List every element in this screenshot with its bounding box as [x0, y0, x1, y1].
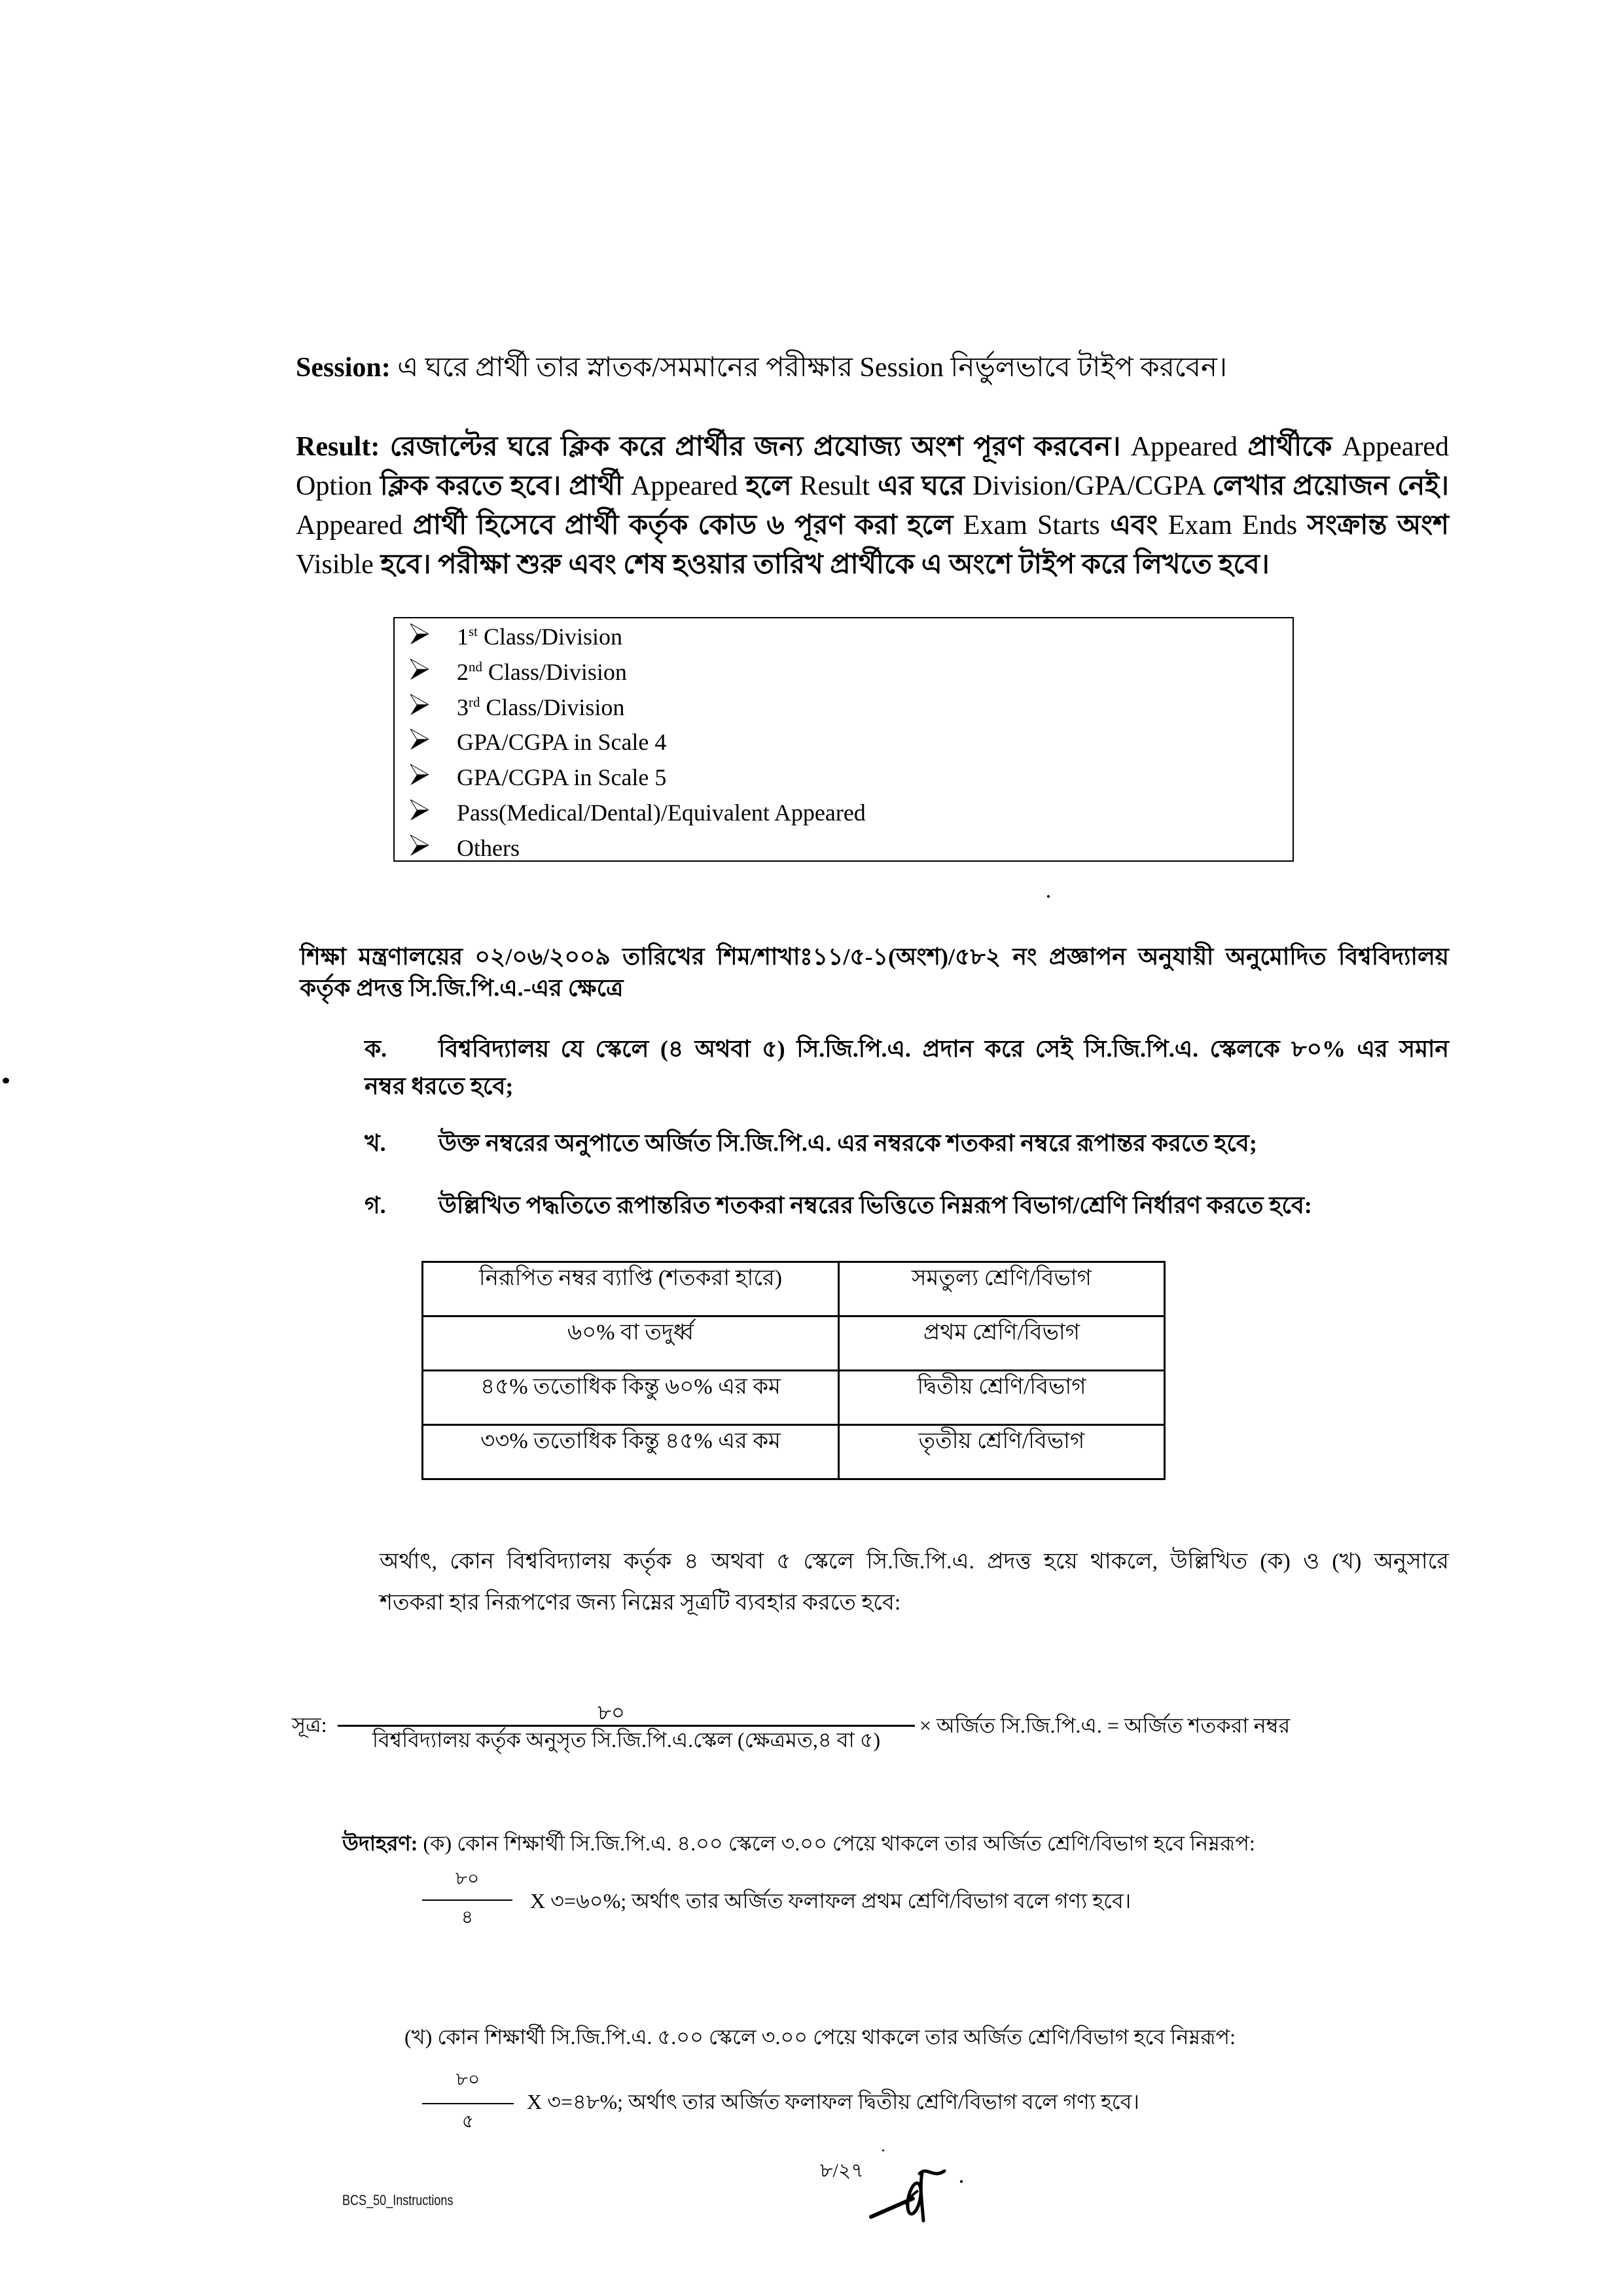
option-text: Class/Division	[486, 694, 625, 720]
result-text-segment: হলে	[745, 471, 792, 501]
example-label: উদাহরণ:	[342, 1831, 418, 1855]
result-text-segment: প্রার্থীকে	[1247, 432, 1332, 462]
formula-label: সূত্র:	[292, 1713, 327, 1737]
table-cell-range: ৬০% বা তদুর্ধ্ব	[423, 1316, 839, 1371]
arrowhead-bullet-icon	[410, 659, 429, 680]
example-result: X ৩=৪৮%; অর্থাৎ তার অর্জিত ফলাফল দ্বিতীয় শ্রেণি/বিভাগ বলে গণ্য হবে।	[527, 2090, 1139, 2113]
result-option-label: Pass(Medical/Dental)/Equivalent Appeared	[457, 800, 866, 826]
table-cell-class: দ্বিতীয় শ্রেণি/বিভাগ	[839, 1371, 1165, 1425]
example-fraction	[422, 1869, 512, 1928]
result-text-segment: Appeared	[1130, 432, 1238, 462]
result-text-segment: হবে। পরীক্ষা শুরু এবং শেষ হওয়ার তারিখ প্রার্থীকে এ অংশে টাইপ করে লিখতে হবে।	[380, 550, 1270, 580]
grade-equivalence-table	[421, 1261, 1166, 1480]
result-text-segment: এবং	[1110, 510, 1158, 540]
scan-speck	[882, 2149, 884, 2151]
result-text-segment: Exam Ends	[1168, 510, 1298, 540]
example-denominator: ৪	[461, 1907, 474, 1928]
result-line-1	[296, 433, 1449, 461]
result-option-label	[457, 625, 622, 648]
result-option-label: GPA/CGPA in Scale 5	[457, 764, 667, 790]
example-intro-text: (খ) কোন শিক্ষার্থী সি.জি.পি.এ. ৫.০০ স্কেলে ৩.০০ পেয়ে থাকলে তার অর্জিত শ্রেণি/বিভাগ হবে নিম্নরূপ:	[404, 2025, 1236, 2049]
session-instruction	[296, 354, 1227, 381]
example-numerator: ৮০	[455, 2070, 480, 2090]
rule-text: উল্লিখিত পদ্ধতিতে রূপান্তরিত শতকরা নম্বরের ভিত্তিতে নিম্নরূপ বিভাগ/শ্রেণি নির্ধারণ করতে হবে:	[438, 1192, 1312, 1218]
signature-icon	[867, 2164, 959, 2223]
page-number: ৮/২৭	[820, 2160, 864, 2181]
table-header-cell: নিরূপিত নম্বর ব্যাপ্তি (শতকরা হারে)	[423, 1262, 839, 1316]
example-result: X ৩=৬০%; অর্থাৎ তার অর্জিত ফলাফল প্রথম শ্রেণি/বিভাগ বলে গণ্য হবে।	[530, 1889, 1132, 1913]
result-text-segment: Result	[799, 471, 870, 501]
example-fraction	[422, 2070, 514, 2132]
fraction-bar	[422, 2103, 514, 2104]
result-text-segment: Appeared	[296, 510, 403, 540]
rule-marker: গ.	[365, 1192, 386, 1218]
result-line-4	[296, 551, 1270, 578]
arrowhead-bullet-icon	[410, 764, 429, 785]
option-ordinal-suffix: nd	[469, 659, 482, 675]
result-text-segment: সংক্রান্ত অংশ	[1307, 510, 1450, 540]
result-text-segment: এর ঘরে	[877, 471, 965, 501]
result-option-label: GPA/CGPA in Scale 4	[457, 729, 667, 755]
example-intro-text: (ক) কোন শিক্ষার্থী সি.জি.পি.এ. ৪.০০ স্কেলে ৩.০০ পেয়ে থাকলে তার অর্জিত শ্রেণি/বিভাগ হবে নিম্নরূপ:	[423, 1831, 1255, 1855]
option-ordinal-suffix: st	[469, 624, 478, 640]
table-header-cell: সমতুল্য শ্রেণি/বিভাগ	[839, 1262, 1165, 1316]
table-cell-class: তৃতীয় শ্রেণি/বিভাগ	[839, 1425, 1165, 1479]
scan-speck	[1047, 895, 1050, 898]
result-text-segment: প্রার্থী হিসেবে প্রার্থী কর্তৃক কোড ৬ পূরণ করা হলে	[412, 510, 954, 540]
option-ordinal-number: 2	[457, 659, 469, 685]
formula-numerator: ৮০	[597, 1701, 625, 1724]
example-numerator: ৮০	[455, 1869, 480, 1889]
arrowhead-bullet-icon	[410, 694, 429, 715]
rule-text: নম্বর ধরতে হবে;	[365, 1073, 514, 1099]
formula-denominator: বিশ্ববিদ্যালয় কর্তৃক অনুসৃত সি.জি.পি.এ.স্কেল (ক্ষেত্রমত,৪ বা ৫)	[372, 1728, 881, 1752]
option-ordinal-number: 1	[457, 624, 469, 650]
result-line-3	[296, 512, 1449, 539]
result-line-2	[296, 472, 1449, 500]
session-label: Session:	[296, 353, 391, 383]
option-text: Class/Division	[488, 659, 627, 685]
result-option-label	[457, 660, 627, 684]
result-text-segment: Option	[296, 471, 372, 501]
option-ordinal-number: 3	[457, 694, 469, 720]
explanation-line: অর্থাৎ, কোন বিশ্ববিদ্যালয় কর্তৃক ৪ অথবা ৫ স্কেলে সি.জি.পি.এ. প্রদত্ত হয়ে থাকলে, উল্লিখিত (ক) ও (খ) অনুসারে	[380, 1549, 1449, 1574]
result-options-box	[393, 617, 1294, 862]
result-text-segment: রেজাল্টের ঘরে ক্লিক করে প্রার্থীর জন্য প্রযোজ্য অংশ পূরণ করবেন।	[389, 432, 1121, 462]
result-text-segment: ক্লিক করতে হবে। প্রার্থী	[380, 471, 623, 501]
rule-marker: খ.	[365, 1130, 386, 1156]
table-cell-range: ৪৫% ততোধিক কিন্তু ৬০% এর কম	[423, 1371, 839, 1425]
option-text: Class/Division	[483, 624, 622, 650]
result-option-label: Others	[457, 835, 520, 861]
table-row	[423, 1371, 1165, 1425]
cgpa-notice-heading-line: শিক্ষা মন্ত্রণালয়ের ০২/০৬/২০০৯ তারিখের শিম/শাখাঃ১১/৫-১(অংশ)/৫৮২ নং প্রজ্ঞাপন অনুযায়ী অনুমোদিত বিশ্ববিদ্যালয়	[300, 944, 1449, 970]
explanation-line: শতকরা হার নিরূপণের জন্য নিম্নের সূত্রটি ব্যবহার করতে হবে:	[380, 1591, 901, 1615]
arrowhead-bullet-icon	[410, 835, 429, 856]
result-text-segment: লেখার প্রয়োজন নেই।	[1212, 471, 1450, 501]
arrowhead-bullet-icon	[410, 729, 429, 750]
example-intro	[342, 1833, 1255, 1854]
result-text-segment: Appeared	[1342, 432, 1450, 462]
result-text-segment: Visible	[296, 550, 374, 580]
result-option-label	[457, 696, 624, 719]
fraction-bar	[422, 1899, 512, 1901]
rule-text: বিশ্ববিদ্যালয় যে স্কেলে (৪ অথবা ৫) সি.জি.পি.এ. প্রদান করে সেই সি.জি.পি.এ. স্কেলকে ৮০% এর সমান	[438, 1036, 1449, 1062]
document-label: BCS_50_Instructions	[342, 2192, 454, 2208]
table-cell-range: ৩৩% ততোধিক কিন্তু ৪৫% এর কম	[423, 1425, 839, 1479]
arrowhead-bullet-icon	[410, 800, 429, 821]
session-text: এ ঘরে প্রার্থী তার স্নাতক/সমমানের পরীক্ষার Session নির্ভুলভাবে টাইপ করবেন।	[397, 353, 1228, 383]
table-cell-class: প্রথম শ্রেণি/বিভাগ	[839, 1316, 1165, 1371]
result-text-segment: Appeared	[631, 471, 738, 501]
result-label: Result:	[296, 432, 380, 462]
table-header-row	[423, 1262, 1165, 1316]
scan-speck	[3, 1078, 9, 1084]
rule-text: উক্ত নম্বরের অনুপাতে অর্জিত সি.জি.পি.এ. এর নম্বরকে শতকরা নম্বরে রূপান্তর করতে হবে;	[438, 1130, 1257, 1156]
scan-speck	[960, 2180, 963, 2183]
rule-marker: ক.	[365, 1036, 387, 1062]
result-text-segment: Exam Starts	[963, 510, 1100, 540]
cgpa-notice-heading-line: কর্তৃক প্রদত্ত সি.জি.পি.এ.-এর ক্ষেত্রে	[300, 975, 624, 1001]
option-ordinal-suffix: rd	[469, 694, 480, 711]
example-denominator: ৫	[461, 2111, 474, 2132]
arrowhead-bullet-icon	[410, 624, 429, 645]
table-row	[423, 1425, 1165, 1479]
table-row	[423, 1316, 1165, 1371]
result-text-segment: Division/GPA/CGPA	[972, 471, 1205, 501]
formula-fraction	[338, 1700, 915, 1753]
formula-rhs: × অর্জিত সি.জি.পি.এ. = অর্জিত শতকরা নম্বর	[919, 1714, 1291, 1737]
